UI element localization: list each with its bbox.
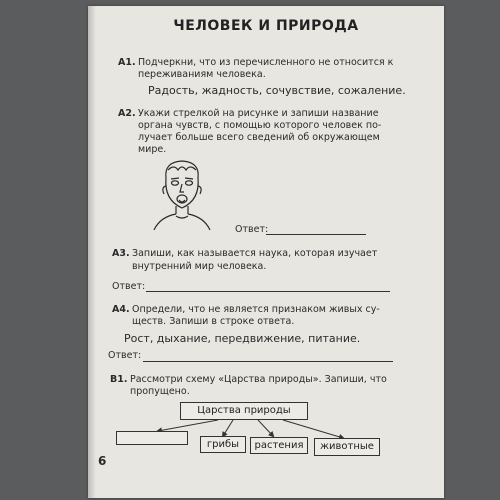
a3-text-line2: внутренний мир человека. bbox=[132, 261, 267, 272]
scheme-root-box: Царства природы bbox=[180, 402, 308, 420]
b1-text-line2: пропущено. bbox=[130, 386, 190, 397]
b1-number: В1. bbox=[110, 374, 128, 385]
page-number: 6 bbox=[98, 454, 107, 468]
a4-options: Рост, дыхание, передвижение, питание. bbox=[124, 332, 361, 345]
a4-answer-label: Ответ: bbox=[108, 350, 142, 361]
a3-answer-label: Ответ: bbox=[112, 281, 146, 292]
a2-answer-label: Ответ: bbox=[235, 224, 269, 235]
scheme-arrows bbox=[88, 6, 444, 498]
a1-options: Радость, жадность, сочувствие, сожаление. bbox=[148, 84, 406, 97]
a1-number: А1. bbox=[118, 57, 136, 68]
a2-number: А2. bbox=[118, 108, 136, 119]
scheme-child-animals: животные bbox=[314, 438, 380, 456]
scheme-child-fungi: грибы bbox=[200, 436, 246, 453]
workbook-page bbox=[88, 6, 444, 498]
a2-text-line4: мире. bbox=[138, 144, 167, 155]
a4-number: А4. bbox=[112, 304, 130, 315]
a2-text-line2: органа чувств, с помощью которого человек по- bbox=[138, 120, 382, 131]
a1-text-line1: Подчеркни, что из перечисленного не относится к bbox=[138, 57, 394, 68]
a4-text-line2: ществ. Запиши в строке ответа. bbox=[132, 316, 295, 327]
scheme-child-plants: растения bbox=[250, 437, 308, 454]
b1-text-line1: Рассмотри схему «Царства природы». Запиши, что bbox=[130, 374, 387, 385]
a4-text-line1: Определи, что не является признаком живых су- bbox=[132, 304, 380, 315]
scheme-missing-box[interactable] bbox=[116, 431, 188, 445]
page-title: ЧЕЛОВЕК И ПРИРОДА bbox=[173, 18, 359, 34]
a2-text-line1: Укажи стрелкой на рисунке и запиши название bbox=[138, 108, 379, 119]
a2-text-line3: лучает больше всего сведений об окружающем bbox=[138, 132, 380, 143]
a1-text-line2: переживаниям человека. bbox=[138, 69, 266, 80]
a3-text-line1: Запиши, как называется наука, которая изучает bbox=[132, 248, 378, 259]
a3-number: А3. bbox=[112, 248, 130, 259]
